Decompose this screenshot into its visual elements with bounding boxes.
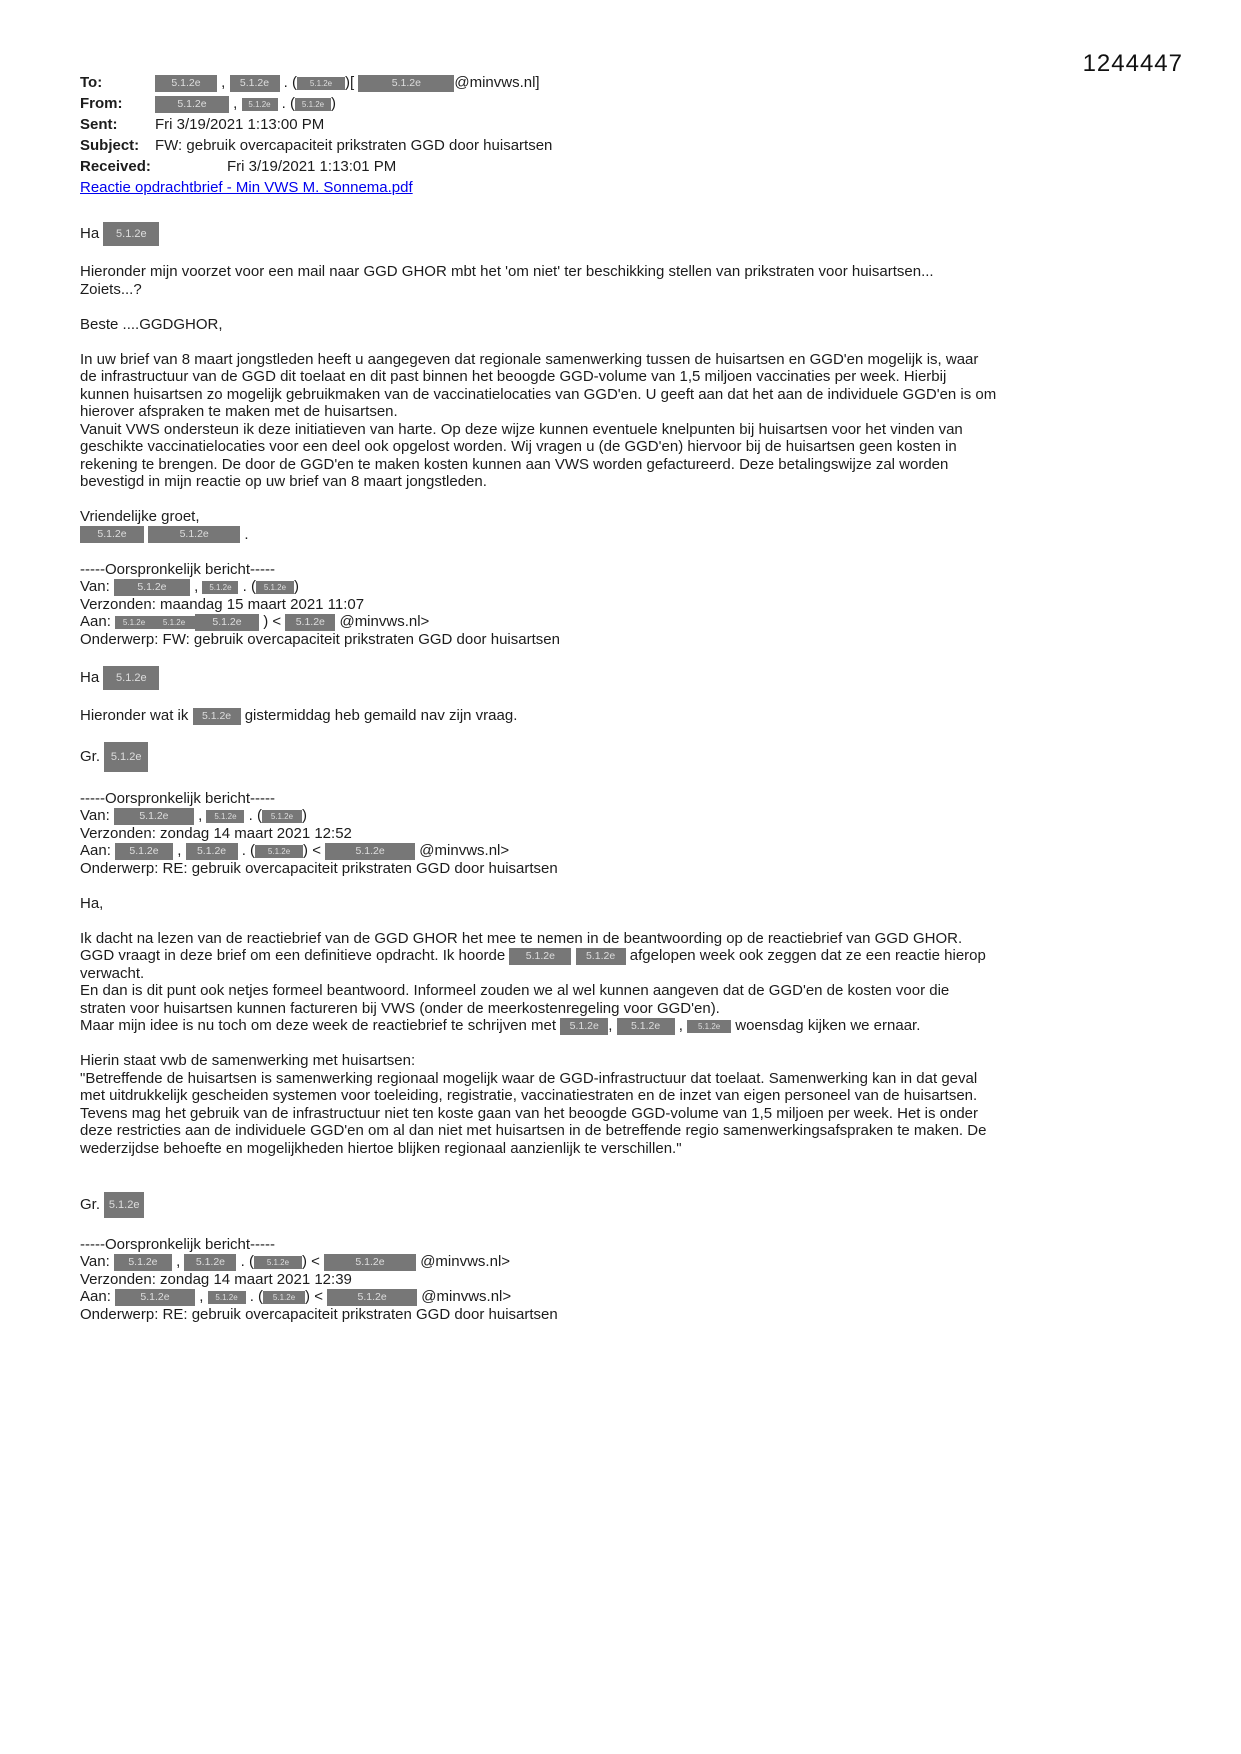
text-line xyxy=(80,438,1190,456)
blank-line xyxy=(80,298,1190,316)
blank-line xyxy=(80,725,1190,743)
blank-line xyxy=(80,1035,1190,1053)
text-line xyxy=(80,1105,1190,1123)
text-segment: Hieronder mijn voorzet voor een mail naar GGD GHOR mbt het 'om niet' ter beschikking stellen van prikstraten voor huisartsen... xyxy=(80,263,934,280)
text-segment: Hierin staat vwb de samenwerking met huisartsen: xyxy=(80,1052,416,1070)
text-segment: Tevens mag het gebruik van de infrastructuur niet ten koste gaan van het beoogde GGD-volume van 1,5 miljoen per week. Het is onder xyxy=(80,1104,979,1122)
text-segment: ) xyxy=(331,95,337,112)
blank-line xyxy=(80,246,1190,264)
redaction-box: 5.1.2e xyxy=(153,616,195,629)
text-line xyxy=(80,403,1190,421)
redaction-box: 5.1.2e xyxy=(576,948,626,965)
text-line xyxy=(80,281,1190,299)
blank-line xyxy=(80,1218,1190,1236)
text-segment: Onderwerp: FW: gebruik overcapaciteit prikstraten GGD door huisartsen xyxy=(80,630,560,648)
field-label: Subject: xyxy=(80,137,140,154)
text-segment: . ( xyxy=(236,1253,254,1271)
text-segment: Gr. xyxy=(80,1196,105,1214)
text-segment: @minvws.nl> xyxy=(415,842,510,860)
redaction-box: 5.1.2e xyxy=(115,843,173,860)
text-segment: , xyxy=(171,1253,185,1271)
text-segment: woensdag kijken we ernaar. xyxy=(731,1017,921,1035)
text-segment: . ( xyxy=(237,842,256,860)
redaction-box: 5.1.2e xyxy=(295,98,331,111)
text-segment: Aan: xyxy=(80,613,116,631)
text-line xyxy=(80,982,1190,1000)
document-number: 1244447 xyxy=(1082,50,1183,77)
blank-line xyxy=(80,333,1190,351)
text-segment: Hieronder wat ik xyxy=(80,707,193,725)
text-segment: FW: gebruik overcapaciteit prikstraten GGD door huisartsen xyxy=(155,137,553,154)
text-segment: Verzonden: zondag 14 maart 2021 12:39 xyxy=(80,1270,352,1288)
header-row-from xyxy=(80,93,1190,114)
email-header xyxy=(80,72,1190,198)
redaction-box: 5.1.2e xyxy=(114,579,190,596)
text-line xyxy=(80,263,1190,281)
header-row-sent xyxy=(80,114,1190,135)
text-segment: Ha xyxy=(80,668,104,686)
redaction-box: 5.1.2e xyxy=(255,845,303,858)
text-segment: gistermiddag heb gemaild nav zijn vraag. xyxy=(240,707,518,725)
field-label: Sent: xyxy=(80,116,118,133)
email-body xyxy=(80,204,1190,1323)
text-segment: Fri 3/19/2021 1:13:01 PM xyxy=(227,158,397,175)
text-segment: , xyxy=(608,1017,617,1035)
text-segment: @minvws.nl> xyxy=(416,1253,511,1271)
text-segment: ) < xyxy=(259,613,286,631)
text-line xyxy=(80,561,1190,579)
redaction-box: 5.1.2e xyxy=(80,526,144,543)
text-segment: . ( xyxy=(245,1288,264,1306)
text-segment: -----Oorspronkelijk bericht----- xyxy=(80,1235,276,1253)
text-line xyxy=(80,1017,1190,1035)
text-segment: ) < xyxy=(301,1253,325,1271)
text-segment: , xyxy=(217,74,230,91)
redaction-box: 5.1.2e xyxy=(148,526,240,543)
text-segment: hierover afspraken te maken met de huisartsen. xyxy=(80,403,398,420)
text-line xyxy=(80,825,1190,843)
text-line xyxy=(80,1052,1190,1070)
redaction-box: 5.1.2e xyxy=(206,810,244,823)
text-line xyxy=(80,860,1190,878)
redaction-box: 5.1.2e xyxy=(155,75,217,92)
email-content xyxy=(80,72,1190,1323)
text-line xyxy=(80,316,1190,334)
text-segment: rekening te brengen. De door de GGD'en te maken kosten kunnen aan VWS worden gefactureerd. Deze betalingswijze zal worden xyxy=(80,455,949,473)
header-row-subject xyxy=(80,135,1190,156)
text-segment: , xyxy=(189,578,203,596)
text-line xyxy=(80,807,1190,825)
text-line xyxy=(80,1192,1190,1218)
text-segment: . xyxy=(240,525,249,543)
text-line xyxy=(80,965,1190,983)
text-segment: Fri 3/19/2021 1:13:00 PM xyxy=(155,116,325,133)
text-line xyxy=(80,456,1190,474)
redaction-box: 5.1.2e xyxy=(254,1256,302,1269)
blank-line xyxy=(80,912,1190,930)
redaction-box: 5.1.2e xyxy=(687,1020,731,1033)
blank-line xyxy=(80,690,1190,708)
text-segment: kunnen huisartsen zo mogelijk gebruikmaken van de vaccinatielocaties van GGD'en. U geeft aan dat het aan de individuele GGD'en is om xyxy=(80,385,997,403)
text-segment: de infrastructuur van de GGD dit toelaat en dit past binnen het beoogde GGD-volume van 1,5 miljoen vaccinaties per week. Hierbij xyxy=(80,368,947,385)
redaction-box: 5.1.2e xyxy=(297,77,345,90)
text-segment: Vanuit VWS ondersteun ik deze initiatieven van harte. Op deze wijze kunnen eventuele knelpunten bij huisartsen voor het vinden van xyxy=(80,420,963,438)
field-label: Received: xyxy=(80,158,151,175)
redaction-box: 5.1.2e xyxy=(103,222,159,246)
field-label: To: xyxy=(80,74,103,91)
redaction-box: 5.1.2e xyxy=(114,808,194,825)
text-line xyxy=(80,386,1190,404)
redaction-box: 5.1.2e xyxy=(184,1254,236,1271)
text-segment: , xyxy=(173,842,186,860)
text-line xyxy=(80,1000,1190,1018)
text-line xyxy=(80,526,1190,544)
text-segment: Van: xyxy=(80,807,114,825)
text-segment: deze restricties aan de individuele GGD'en om al dan niet met huisartsen in de betreffende regio samenwerkingsafspraken te maken. De xyxy=(80,1122,987,1140)
redaction-box: 5.1.2e xyxy=(208,1291,246,1304)
text-segment: Aan: xyxy=(80,842,116,860)
text-line xyxy=(80,351,1190,369)
text-segment: @minvws.nl> xyxy=(417,1288,512,1306)
redaction-box: 5.1.2e xyxy=(324,1254,416,1271)
text-line xyxy=(80,368,1190,386)
text-segment: straten voor huisartsen kunnen factureren bij VWS (onder de meerkostenregeling voor GGD'en). xyxy=(80,999,720,1017)
text-line xyxy=(80,707,1190,725)
text-segment: Ha xyxy=(80,224,104,242)
blank-line xyxy=(80,491,1190,509)
text-segment: Vriendelijke groet, xyxy=(80,508,200,525)
text-segment: Beste ....GGDGHOR, xyxy=(80,315,223,333)
text-segment: . ( xyxy=(238,578,256,596)
text-segment: , xyxy=(229,95,242,112)
text-line xyxy=(80,930,1190,948)
blank-line xyxy=(80,204,1190,222)
text-line xyxy=(80,742,1190,772)
redaction-box: 5.1.2e xyxy=(230,75,280,92)
text-line xyxy=(80,631,1190,649)
text-segment: verwacht. xyxy=(80,964,145,982)
redaction-box: 5.1.2e xyxy=(242,98,278,111)
text-line xyxy=(80,1288,1190,1306)
text-line xyxy=(80,895,1190,913)
text-line xyxy=(80,1271,1190,1289)
redaction-box: 5.1.2e xyxy=(617,1018,675,1035)
redaction-box: 5.1.2e xyxy=(202,581,238,594)
text-segment: . ( xyxy=(244,807,262,825)
redaction-box: 5.1.2e xyxy=(103,666,159,690)
text-segment: Verzonden: maandag 15 maart 2021 11:07 xyxy=(80,595,365,613)
redaction-box: 5.1.2e xyxy=(115,1289,195,1306)
text-segment: )[ xyxy=(345,74,359,91)
text-line xyxy=(80,1070,1190,1088)
text-line xyxy=(80,666,1190,690)
redaction-box: 5.1.2e xyxy=(325,843,415,860)
text-segment: Ik dacht na lezen van de reactiebrief van de GGD GHOR het mee te nemen in de beantwoording op de reactiebrief van GGD GHOR. xyxy=(80,929,963,947)
text-line xyxy=(80,1253,1190,1271)
text-line xyxy=(80,1140,1190,1158)
text-segment: ) < xyxy=(303,842,326,860)
redaction-box: 5.1.2e xyxy=(256,581,294,594)
redaction-box: 5.1.2e xyxy=(114,1254,172,1271)
blank-line xyxy=(80,877,1190,895)
redaction-box: 5.1.2e xyxy=(358,75,454,92)
redaction-box: 5.1.2e xyxy=(155,96,229,113)
text-segment: En dan is dit punt ook netjes formeel beantwoord. Informeel zouden we al wel kunnen aangeven dat de GGD'en de kosten voor die xyxy=(80,982,950,1000)
text-segment: ) xyxy=(293,578,299,596)
text-line xyxy=(80,1236,1190,1254)
text-segment: Van: xyxy=(80,1253,114,1271)
text-line xyxy=(80,947,1190,965)
text-line xyxy=(80,222,1190,246)
text-line xyxy=(80,1306,1190,1324)
text-segment: Van: xyxy=(80,578,114,596)
text-segment: afgelopen week ook zeggen dat ze een reactie hierop xyxy=(625,947,986,965)
text-segment: met uitdrukkelijk gescheiden systemen voor toeleiding, registratie, vaccinatiestraten en de inzet van eigen personeel van de huisartsen. xyxy=(80,1087,978,1105)
text-segment: . ( xyxy=(277,95,296,112)
redaction-box: 5.1.2e xyxy=(262,810,302,823)
redaction-box: 5.1.2e xyxy=(327,1289,417,1306)
text-line xyxy=(80,1087,1190,1105)
text-segment: Aan: xyxy=(80,1288,116,1306)
text-line xyxy=(80,790,1190,808)
blank-line xyxy=(80,1175,1190,1193)
text-segment: Maar mijn idee is nu toch om deze week de reactiebrief te schrijven met xyxy=(80,1017,561,1035)
text-segment: ) xyxy=(301,807,307,825)
text-line xyxy=(80,842,1190,860)
header-row-received xyxy=(80,156,1190,177)
text-segment: Ha, xyxy=(80,894,104,912)
blank-line xyxy=(80,772,1190,790)
redaction-box: 5.1.2e xyxy=(285,614,335,631)
redaction-box: 5.1.2e xyxy=(560,1018,608,1035)
text-segment: Onderwerp: RE: gebruik overcapaciteit prikstraten GGD door huisartsen xyxy=(80,1305,558,1323)
text-line xyxy=(80,596,1190,614)
text-line xyxy=(80,1122,1190,1140)
redaction-box: 5.1.2e xyxy=(195,614,259,631)
redaction-box: 5.1.2e xyxy=(263,1291,305,1304)
text-segment: Zoiets...? xyxy=(80,280,142,298)
text-line xyxy=(80,473,1190,491)
text-segment: Onderwerp: RE: gebruik overcapaciteit prikstraten GGD door huisartsen xyxy=(80,859,558,877)
blank-line xyxy=(80,543,1190,561)
text-line xyxy=(80,508,1190,526)
field-label: From: xyxy=(80,95,123,112)
text-segment: -----Oorspronkelijk bericht----- xyxy=(80,560,276,578)
text-segment: GGD vraagt in deze brief om een definitieve opdracht. Ik hoorde xyxy=(80,947,510,965)
blank-line xyxy=(80,648,1190,666)
text-segment: @minvws.nl] xyxy=(454,74,540,91)
text-segment: , xyxy=(193,807,207,825)
text-segment: -----Oorspronkelijk bericht----- xyxy=(80,789,276,807)
text-segment: ) < xyxy=(305,1288,328,1306)
text-segment: . ( xyxy=(279,74,298,91)
text-segment: bevestigd in mijn reactie op uw brief van 8 maart jongstleden. xyxy=(80,473,487,490)
text-segment: , xyxy=(195,1288,208,1306)
attachment-link[interactable]: Reactie opdrachtbrief - Min VWS M. Sonnema.pdf xyxy=(80,179,413,196)
redaction-box: 5.1.2e xyxy=(104,742,148,772)
redaction-box: 5.1.2e xyxy=(186,843,238,860)
text-segment: geschikte vaccinatielocaties voor een deel ook opgelost worden. Wij vragen u (de GGD'en) hiervoor bij de huisartsen geen kosten in xyxy=(80,438,957,455)
redaction-box: 5.1.2e xyxy=(104,1192,144,1218)
text-segment: , xyxy=(674,1017,688,1035)
text-segment: @minvws.nl> xyxy=(335,613,430,631)
redaction-box: 5.1.2e xyxy=(193,708,241,725)
text-segment: "Betreffende de huisartsen is samenwerking regionaal mogelijk waar de GGD-infrastructuur dat toelaat. Samenwerking kan in dat geval xyxy=(80,1069,978,1087)
text-line xyxy=(80,421,1190,439)
text-line xyxy=(80,578,1190,596)
attachment-row xyxy=(80,177,1190,198)
redaction-box: 5.1.2e xyxy=(509,948,571,965)
text-segment: In uw brief van 8 maart jongstleden heeft u aangegeven dat regionale samenwerking tussen de huisartsen en GGD'en mogelijk is, waar xyxy=(80,350,979,368)
header-row-to xyxy=(80,72,1190,93)
redaction-box: 5.1.2e xyxy=(115,616,153,629)
blank-line xyxy=(80,1157,1190,1175)
text-segment: Verzonden: zondag 14 maart 2021 12:52 xyxy=(80,824,352,842)
text-segment: Gr. xyxy=(80,748,105,766)
text-segment: wederzijdse behoefte en mogelijkheden hiertoe blijken regionaal aanzienlijk te verschillen." xyxy=(80,1139,682,1157)
text-line xyxy=(80,613,1190,631)
